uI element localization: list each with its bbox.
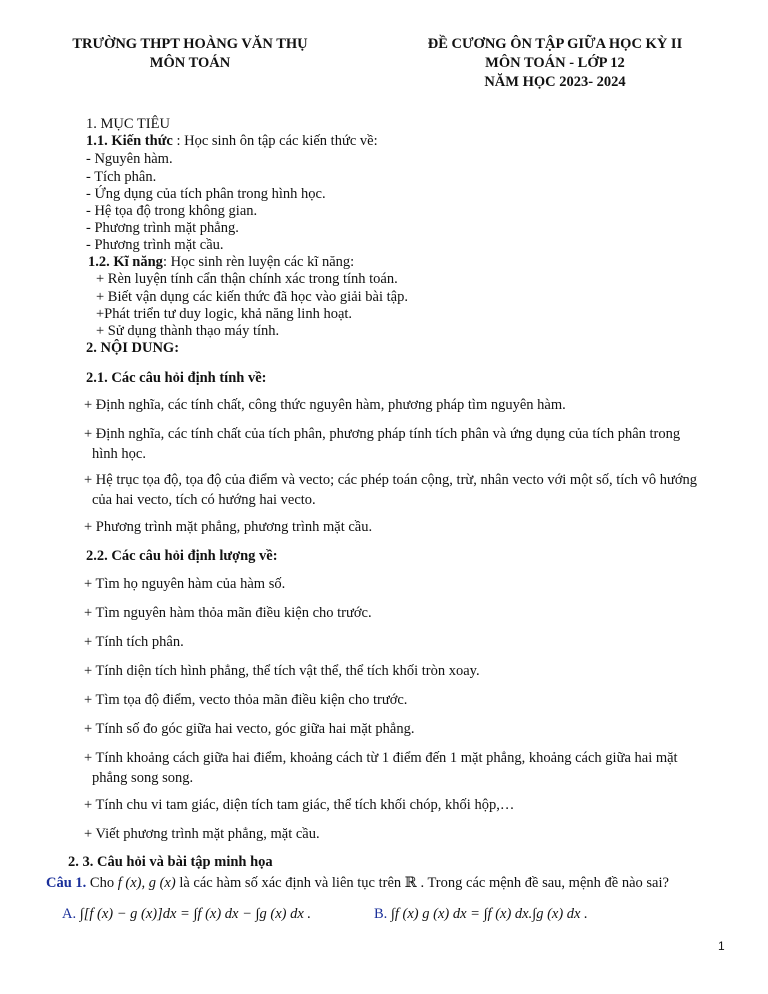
subject-right: MÔN TOÁN - LỚP 12: [485, 55, 625, 71]
list-item: + Hệ trục tọa độ, tọa độ của điểm và vecto; các phép toán cộng, trừ, nhân vecto với một số, tích vô hướng của hai vecto, tích có hướng hai vecto.: [84, 472, 698, 508]
list-item: + Tính số đo góc giữa hai vecto, góc giữa hai mặt phẳng.: [84, 721, 415, 737]
list-item: - Ứng dụng của tích phân trong hình học.: [86, 186, 326, 202]
list-item: + Biết vận dụng các kiến thức đã học vào giải bài tập.: [96, 289, 408, 305]
list-item: +Phát triển tư duy logic, khả năng linh hoạt.: [96, 306, 353, 322]
header-right: [390, 35, 720, 92]
list-item: + Sử dụng thành thạo máy tính.: [96, 323, 280, 339]
option-a: [62, 905, 311, 923]
subject-left: MÔN TOÁN: [149, 55, 231, 71]
option-a-formula: ∫[f (x) − g (x)]dx = ∫f (x) dx − ∫g (x) dx .: [79, 906, 312, 922]
list-item: + Viết phương trình mặt phẳng, mặt cầu.: [84, 826, 320, 842]
list-item: + Tính tích phân.: [84, 634, 184, 650]
section-2-title: 2. NỘI DUNG:: [86, 340, 180, 356]
skills-text: : Học sinh rèn luyện các kĩ năng:: [162, 254, 355, 270]
option-b: [374, 905, 588, 923]
list-item: + Định nghĩa, các tính chất, công thức nguyên hàm, phương pháp tìm nguyên hàm.: [84, 397, 566, 413]
list-item: - Phương trình mặt phẳng.: [86, 220, 239, 236]
school-year: NĂM HỌC 2023- 2024: [484, 74, 626, 90]
school-name: TRƯỜNG THPT HOÀNG VĂN THỤ: [72, 36, 308, 52]
skills-label: 1.2. Kĩ năng: [88, 254, 163, 270]
header-left: [40, 35, 340, 73]
qualitative-title: 2.1. Các câu hỏi định tính về:: [86, 370, 267, 386]
document-title: ĐỀ CƯƠNG ÔN TẬP GIỮA HỌC KỲ II: [427, 36, 683, 52]
section-1-title: 1. MỤC TIÊU: [86, 116, 170, 132]
knowledge-line: [86, 132, 378, 150]
list-item: - Nguyên hàm.: [86, 151, 173, 167]
skills-line: [88, 253, 354, 271]
list-item: + Định nghĩa, các tính chất của tích phân, phương pháp tính tích phân và ứng dụng của tích phân trong hình học.: [84, 426, 681, 462]
examples-title: 2. 3. Câu hỏi và bài tập minh họa: [68, 854, 273, 870]
quantitative-title: 2.2. Các câu hỏi định lượng về:: [86, 548, 278, 564]
list-item: + Rèn luyện tính cẩn thận chính xác trong tính toán.: [96, 271, 398, 287]
list-item: + Tìm họ nguyên hàm của hàm số.: [84, 576, 286, 592]
list-item: + Phương trình mặt phẳng, phương trình mặt cầu.: [84, 519, 373, 535]
list-item: + Tính chu vi tam giác, diện tích tam giác, thể tích khối chóp, khối hộp,…: [84, 797, 515, 813]
list-item: + Tính khoảng cách giữa hai điểm, khoảng cách từ 1 điểm đến 1 mặt phẳng, khoảng cách giữa hai mặt phẳng song song.: [84, 750, 678, 786]
functions-math: f (x), g (x): [117, 875, 176, 891]
page-number: 1: [718, 939, 725, 953]
option-b-label: B.: [374, 906, 388, 922]
list-item: + Tìm nguyên hàm thỏa mãn điều kiện cho trước.: [84, 605, 372, 621]
question-1: Câu 1. Cho f (x), g (x) là các hàm số xác định và liên tục trên ℝ . Trong các mệnh đề sau, mệnh đề nào sai?: [46, 875, 669, 891]
list-item: - Tích phân.: [86, 169, 157, 185]
question-label: Câu 1.: [46, 875, 87, 891]
list-item: - Hệ tọa độ trong không gian.: [86, 203, 258, 219]
list-item: - Phương trình mặt cầu.: [86, 237, 224, 253]
knowledge-text: : Học sinh ôn tập các kiến thức về:: [172, 133, 378, 149]
option-a-label: A.: [62, 906, 77, 922]
knowledge-label: 1.1. Kiến thức: [86, 133, 173, 149]
real-numbers-symbol: ℝ: [404, 875, 417, 891]
list-item: + Tìm tọa độ điểm, vecto thỏa mãn điều kiện cho trước.: [84, 692, 408, 708]
list-item: + Tính diện tích hình phẳng, thể tích vật thể, thể tích khối tròn xoay.: [84, 663, 480, 679]
option-b-formula: ∫f (x) g (x) dx = ∫f (x) dx.∫g (x) dx .: [390, 906, 588, 922]
